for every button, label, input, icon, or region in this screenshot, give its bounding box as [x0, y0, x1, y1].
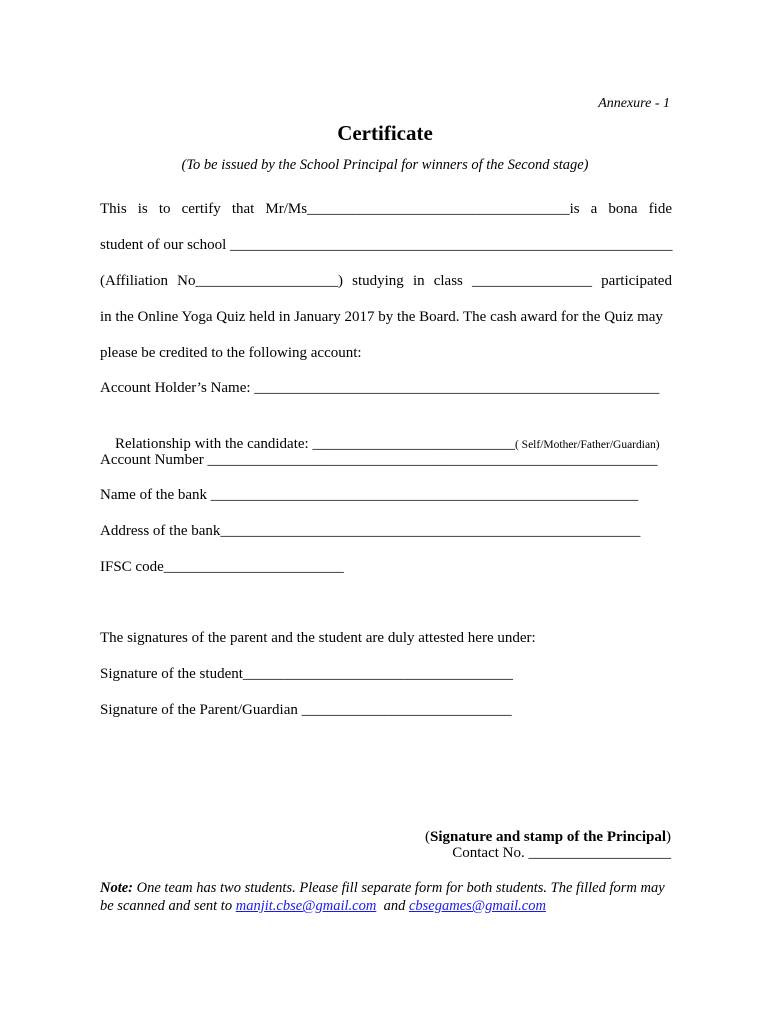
- principal-close-paren: ): [666, 829, 671, 845]
- certify-word: is: [137, 201, 148, 217]
- contact-field[interactable]: Contact No. ___________________: [452, 845, 671, 861]
- annexure-label: Annexure - 1: [598, 96, 670, 111]
- certify-line-3: [100, 271, 672, 291]
- certify-line-5: please be credited to the following account:: [100, 345, 362, 361]
- name-field[interactable]: Mr/Ms___________________________________is: [265, 201, 580, 217]
- page-title: Certificate: [337, 121, 433, 145]
- student-signature-field[interactable]: Signature of the student____________________________________: [100, 666, 513, 682]
- relationship-options: ( Self/Mother/Father/Guardian): [514, 439, 660, 451]
- certify-word: class: [433, 273, 463, 289]
- ifsc-field[interactable]: IFSC code________________________: [100, 559, 344, 575]
- certify-word: (Affiliation: [100, 273, 169, 289]
- note-label: Note:: [100, 880, 134, 896]
- account-number-field[interactable]: Account Number ____________________________________________________________: [100, 452, 658, 468]
- certify-word: a: [590, 201, 598, 217]
- subtitle: (To be issued by the School Principal for winners of the Second stage): [181, 157, 589, 173]
- account-holder-field[interactable]: Account Holder’s Name: ______________________________________________________: [100, 380, 660, 396]
- attest-intro: The signatures of the parent and the student are duly attested here under:: [100, 630, 536, 646]
- affiliation-field[interactable]: No___________________): [177, 273, 343, 289]
- principal-open-paren: (: [425, 829, 430, 845]
- bank-name-field[interactable]: Name of the bank _________________________________________________________: [100, 487, 639, 503]
- relationship-field[interactable]: Relationship with the candidate: ___________________________: [115, 436, 515, 452]
- certify-word: to: [158, 201, 171, 217]
- certify-word: certify: [181, 201, 221, 217]
- principal-signature-text: Signature and stamp of the Principal: [430, 829, 666, 845]
- certify-word: fide: [648, 201, 672, 217]
- email-link-manjit[interactable]: manjit.cbse@gmail.com: [235, 898, 377, 914]
- bank-address-field[interactable]: Address of the bank________________________________________________________: [100, 523, 641, 539]
- certify-word: that: [231, 201, 255, 217]
- certify-word: in: [412, 273, 425, 289]
- class-field[interactable]: ________________: [472, 273, 593, 289]
- note: [100, 879, 672, 915]
- school-field[interactable]: student of our school ___________________________________________________________: [100, 237, 673, 253]
- certify-word: bona: [608, 201, 638, 217]
- certify-line-4: in the Online Yoga Quiz held in January 2017 by the Board. The cash award for the Quiz may: [100, 309, 663, 325]
- email-link-cbsegames[interactable]: cbsegames@gmail.com: [408, 898, 546, 914]
- note-text: One team has two students. Please fill separate form for both students. The filled form may be scanned and sent to: [100, 880, 665, 914]
- parent-signature-field[interactable]: Signature of the Parent/Guardian ____________________________: [100, 702, 512, 718]
- certify-word: This: [100, 201, 127, 217]
- certify-line-1: [100, 199, 672, 219]
- certify-word: participated: [601, 273, 672, 289]
- note-joiner: and: [376, 898, 409, 914]
- certify-word: studying: [352, 273, 404, 289]
